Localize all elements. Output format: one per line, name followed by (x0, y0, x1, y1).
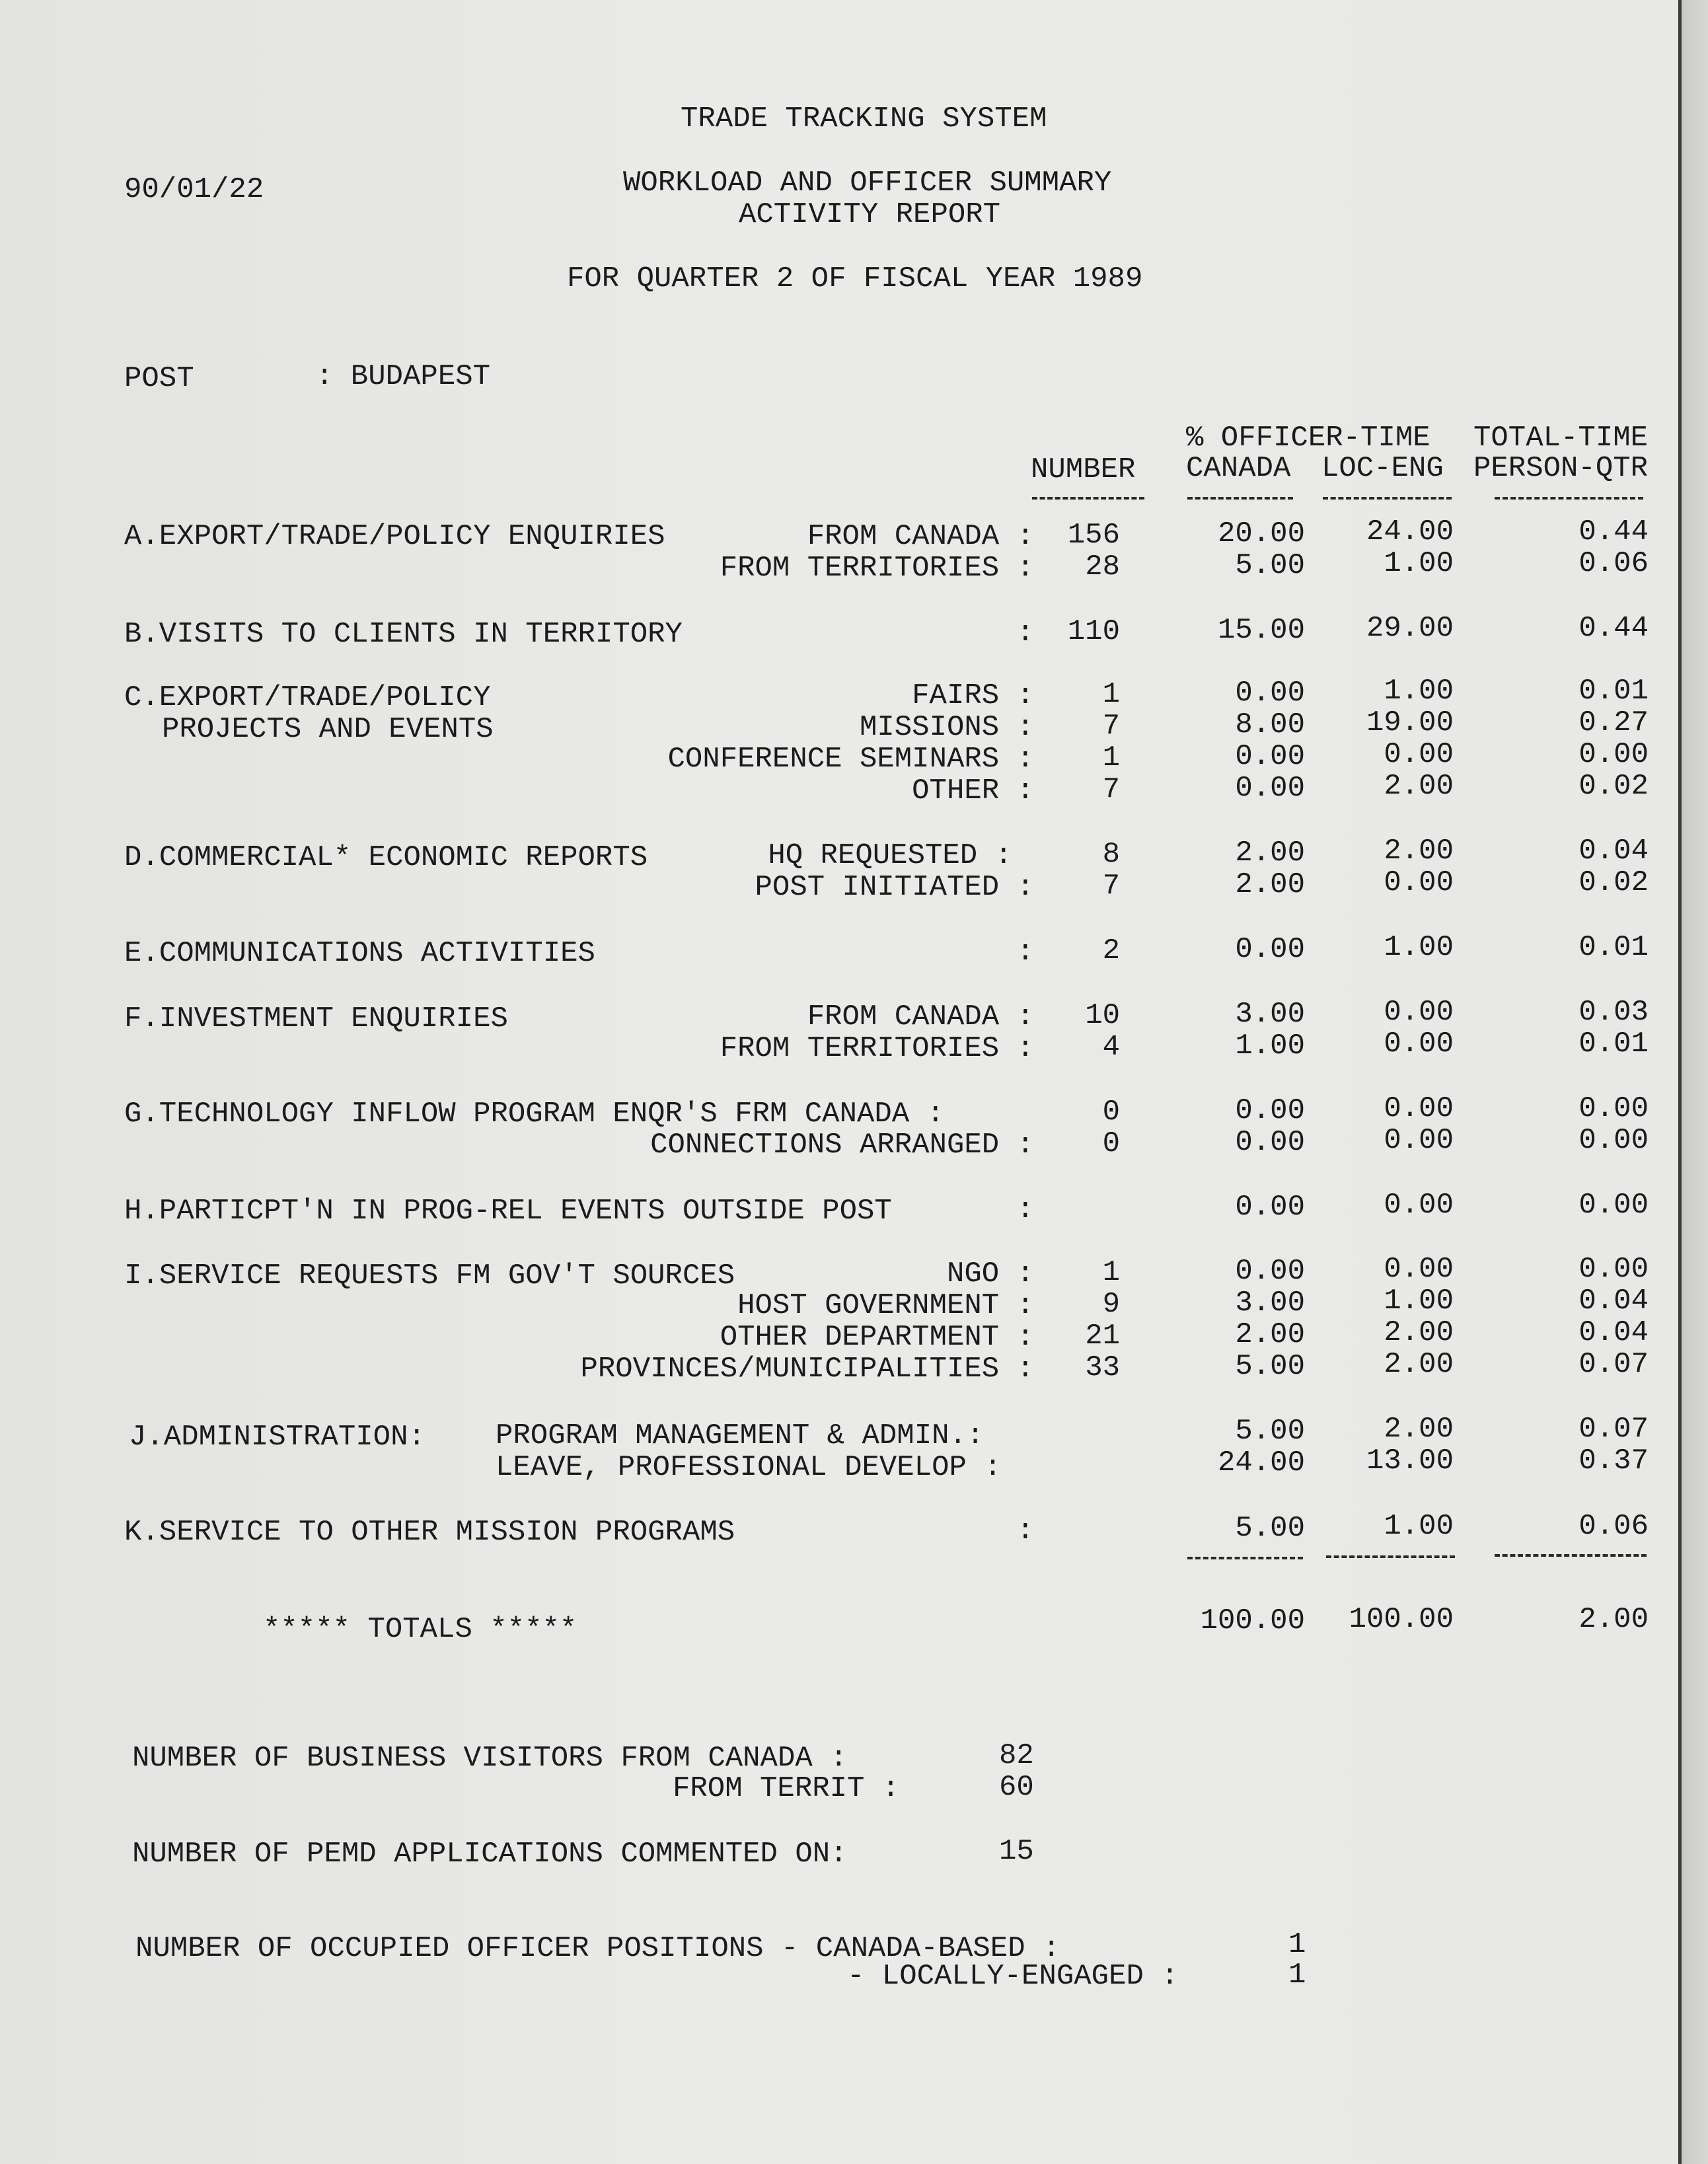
row-label: MISSIONS : (859, 711, 1034, 744)
pemd-value: 15 (999, 1835, 1034, 1868)
row-loceng: 1.00 (1384, 931, 1454, 964)
row-label: HOST GOVERNMENT : (737, 1289, 1034, 1322)
row-loceng: 0.00 (1384, 866, 1454, 899)
row-loceng: 2.00 (1384, 1316, 1454, 1349)
visitors-territ-label: FROM TERRIT : (673, 1772, 900, 1805)
row-total: 0.00 (1578, 1092, 1649, 1125)
row-number: 10 (1085, 999, 1120, 1032)
row-total: 0.03 (1578, 996, 1649, 1029)
post-label: POST (124, 362, 194, 395)
row-label: FROM TERRITORIES : (720, 1032, 1034, 1065)
row-total: 0.01 (1578, 1027, 1649, 1061)
row-canada: 2.00 (1235, 1318, 1305, 1351)
row-canada: 5.00 (1235, 1512, 1305, 1545)
row-loceng: 0.00 (1384, 1253, 1454, 1286)
row-loceng: 2.00 (1384, 1348, 1454, 1381)
row-canada: 2.00 (1235, 868, 1305, 901)
row-canada: 0.00 (1235, 772, 1305, 805)
totals-canada: 100.00 (1200, 1604, 1305, 1637)
section-i-title: I.SERVICE REQUESTS FM GOV'T SOURCES (124, 1259, 735, 1292)
row-canada: 0.00 (1235, 740, 1305, 773)
row-label: NGO : (946, 1257, 1034, 1290)
row-total: 0.07 (1578, 1348, 1649, 1381)
row-loceng: 1.00 (1384, 1285, 1454, 1318)
row-number: 9 (1102, 1288, 1120, 1321)
row-label: FAIRS : (912, 679, 1034, 712)
row-total: 0.00 (1578, 1253, 1649, 1286)
row-canada: 5.00 (1235, 549, 1305, 582)
page-margin (1682, 0, 1708, 2164)
row-label: : (1016, 1193, 1034, 1226)
positions-local-label: - LOCALLY-ENGAGED : (847, 1960, 1179, 1993)
row-number: 110 (1067, 615, 1120, 648)
row-total: 0.04 (1578, 1285, 1649, 1318)
row-total: 0.44 (1578, 515, 1649, 548)
row-canada: 3.00 (1235, 1287, 1305, 1320)
post-value: : BUDAPEST (316, 360, 491, 393)
row-total: 0.44 (1578, 612, 1649, 645)
row-label: CONFERENCE SEMINARS : (667, 743, 1034, 776)
row-loceng: 19.00 (1366, 706, 1454, 739)
section-c-subtitle: PROJECTS AND EVENTS (162, 713, 494, 746)
canada-header: CANADA (1186, 452, 1291, 485)
row-canada: 15.00 (1217, 614, 1305, 647)
row-number: 7 (1102, 870, 1120, 903)
total-time-header: TOTAL-TIME (1473, 422, 1649, 455)
row-number: 1 (1102, 741, 1120, 774)
report-date: 90/01/22 (124, 173, 264, 206)
row-loceng: 0.00 (1384, 1189, 1454, 1222)
report-period: FOR QUARTER 2 OF FISCAL YEAR 1989 (567, 262, 1143, 295)
row-number: 21 (1085, 1320, 1120, 1353)
officer-time-header: % OFFICER-TIME (1186, 422, 1430, 455)
row-loceng: 29.00 (1366, 612, 1454, 645)
row-number: 4 (1102, 1031, 1120, 1064)
row-number: 7 (1102, 710, 1120, 743)
row-number: 7 (1102, 773, 1120, 806)
row-number: 2 (1102, 934, 1120, 967)
loc-eng-header: LOC-ENG (1321, 452, 1444, 485)
row-loceng: 0.00 (1384, 1124, 1454, 1157)
row-label: CONNECTIONS ARRANGED : (650, 1129, 1034, 1162)
row-number: 8 (1102, 838, 1120, 871)
row-total: 0.04 (1578, 1316, 1649, 1349)
visitors-territ-value: 60 (999, 1771, 1034, 1804)
row-number: 33 (1085, 1351, 1120, 1384)
section-c-title: C.EXPORT/TRADE/POLICY (124, 681, 491, 714)
row-loceng: 1.00 (1384, 1510, 1454, 1543)
row-canada: 0.00 (1235, 1126, 1305, 1159)
section-g-title: G.TECHNOLOGY INFLOW PROGRAM ENQR'S FRM CANADA : (124, 1098, 945, 1131)
row-total: 0.04 (1578, 835, 1649, 868)
row-label: PROVINCES/MUNICIPALITIES : (580, 1353, 1034, 1386)
row-total: 0.00 (1578, 1189, 1649, 1222)
row-canada: 0.00 (1235, 1094, 1305, 1127)
positions-local-value: 1 (1288, 1959, 1306, 1992)
row-canada: 0.00 (1235, 933, 1305, 966)
row-total: 0.00 (1578, 1124, 1649, 1157)
row-canada: 0.00 (1235, 1191, 1305, 1224)
system-title: TRADE TRACKING SYSTEM (681, 102, 1047, 135)
visitors-label: NUMBER OF BUSINESS VISITORS FROM CANADA : (132, 1742, 848, 1775)
number-divider (1032, 497, 1144, 500)
row-loceng: 0.00 (1384, 738, 1454, 771)
section-k-title: K.SERVICE TO OTHER MISSION PROGRAMS (124, 1516, 735, 1549)
report-title: WORKLOAD AND OFFICER SUMMARY (623, 167, 1112, 200)
section-b-title: B.VISITS TO CLIENTS IN TERRITORY (124, 618, 683, 651)
row-loceng: 0.00 (1384, 1027, 1454, 1061)
person-qtr-header: PERSON-QTR (1473, 452, 1649, 485)
row-total: 0.01 (1578, 675, 1649, 708)
row-number: 28 (1085, 550, 1120, 583)
pemd-label: NUMBER OF PEMD APPLICATIONS COMMENTED ON: (132, 1838, 848, 1871)
row-label: OTHER : (912, 774, 1034, 807)
section-a-title: A.EXPORT/TRADE/POLICY ENQUIRIES (124, 520, 665, 553)
row-loceng: 1.00 (1384, 675, 1454, 708)
row-canada: 24.00 (1217, 1446, 1305, 1479)
visitors-canada-value: 82 (999, 1739, 1034, 1772)
loceng-divider (1323, 497, 1452, 500)
row-total: 0.02 (1578, 770, 1649, 803)
row-total: 0.06 (1578, 1510, 1649, 1543)
row-loceng: 13.00 (1366, 1444, 1454, 1477)
row-total: 0.00 (1578, 738, 1649, 771)
row-loceng: 2.00 (1384, 770, 1454, 803)
section-j-title: J.ADMINISTRATION: (129, 1421, 426, 1454)
totals-label: ***** TOTALS ***** (263, 1613, 577, 1646)
row-label: : (1016, 616, 1034, 650)
row-label: : (1016, 1514, 1034, 1548)
row-canada: 5.00 (1235, 1350, 1305, 1383)
row-label: OTHER DEPARTMENT : (720, 1321, 1034, 1354)
row-canada: 0.00 (1235, 677, 1305, 710)
row-loceng: 0.00 (1384, 996, 1454, 1029)
row-label: LEAVE, PROFESSIONAL DEVELOP : (496, 1451, 1002, 1484)
row-loceng: 24.00 (1366, 515, 1454, 548)
row-canada: 0.00 (1235, 1255, 1305, 1288)
canada-total-divider (1187, 1557, 1303, 1559)
row-total: 0.37 (1578, 1444, 1649, 1477)
positions-canada-value: 1 (1288, 1928, 1306, 1961)
totals-total: 2.00 (1578, 1603, 1649, 1636)
row-label: FROM TERRITORIES : (720, 552, 1034, 585)
row-label: PROGRAM MANAGEMENT & ADMIN.: (496, 1419, 984, 1452)
row-number: 156 (1067, 519, 1120, 552)
row-canada: 2.00 (1235, 837, 1305, 870)
section-h-title: H.PARTICPT'N IN PROG-REL EVENTS OUTSIDE POST (124, 1195, 892, 1228)
row-total: 0.07 (1578, 1413, 1649, 1446)
positions-label: NUMBER OF OCCUPIED OFFICER POSITIONS - CANADA-BASED : (135, 1932, 1060, 1965)
row-loceng: 1.00 (1384, 547, 1454, 580)
row-label: : (1016, 936, 1034, 969)
row-loceng: 2.00 (1384, 1413, 1454, 1446)
row-total: 0.06 (1578, 547, 1649, 580)
totals-loceng: 100.00 (1349, 1603, 1454, 1636)
total-divider (1495, 497, 1643, 500)
row-label: FROM CANADA : (807, 1000, 1034, 1033)
total-total-divider (1495, 1554, 1647, 1557)
row-label: POST INITIATED : (755, 871, 1034, 904)
section-f-title: F.INVESTMENT ENQUIRIES (124, 1002, 508, 1035)
row-canada: 3.00 (1235, 998, 1305, 1031)
row-number: 1 (1102, 678, 1120, 711)
section-e-title: E.COMMUNICATIONS ACTIVITIES (124, 937, 595, 970)
section-d-title: D.COMMERCIAL* ECONOMIC REPORTS (124, 841, 648, 874)
row-total: 0.02 (1578, 866, 1649, 899)
row-total: 0.27 (1578, 706, 1649, 739)
row-label: HQ REQUESTED : (768, 839, 1012, 872)
row-canada: 1.00 (1235, 1029, 1305, 1063)
row-total: 0.01 (1578, 931, 1649, 964)
row-canada: 8.00 (1235, 708, 1305, 741)
row-loceng: 2.00 (1384, 835, 1454, 868)
row-label: FROM CANADA : (807, 520, 1034, 553)
row-canada: 5.00 (1235, 1415, 1305, 1448)
canada-divider (1187, 497, 1293, 500)
loceng-total-divider (1326, 1555, 1455, 1558)
row-number: 0 (1102, 1127, 1120, 1160)
row-number: 0 (1102, 1096, 1120, 1129)
row-canada: 20.00 (1217, 517, 1305, 550)
report-subtitle: ACTIVITY REPORT (739, 198, 1001, 231)
number-header: NUMBER (1031, 453, 1136, 486)
row-loceng: 0.00 (1384, 1092, 1454, 1125)
row-number: 1 (1102, 1256, 1120, 1289)
